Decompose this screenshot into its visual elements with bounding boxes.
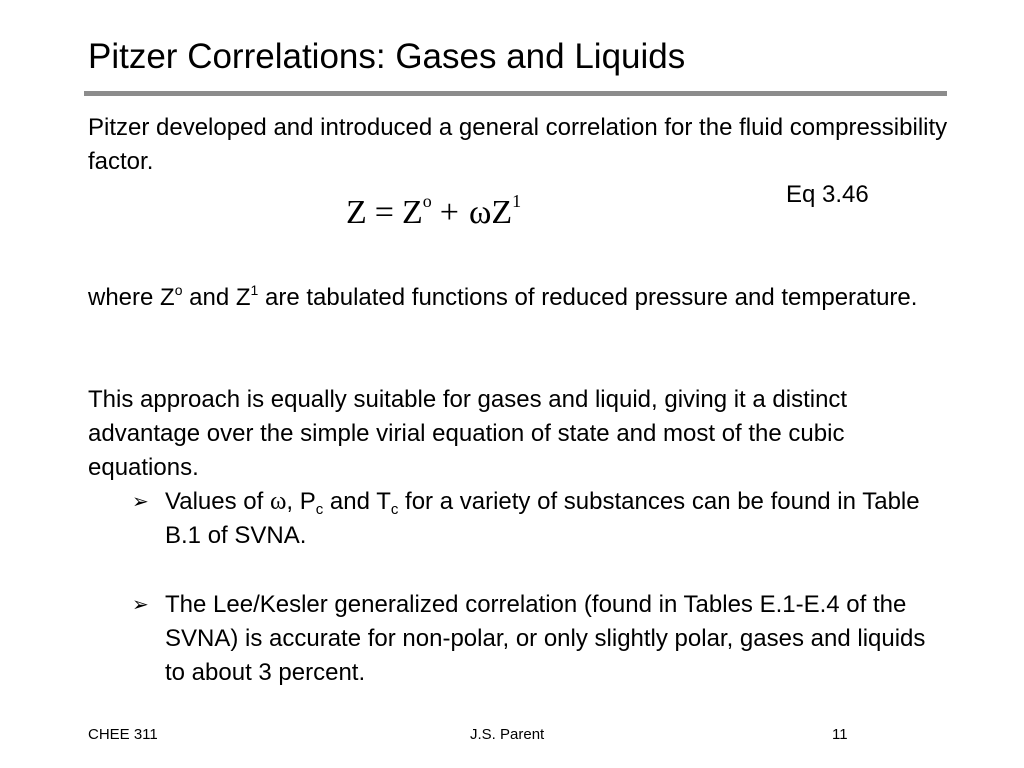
subscript-c: c bbox=[315, 501, 324, 518]
subscript-c: c bbox=[390, 501, 399, 518]
pitzer-equation bbox=[346, 193, 521, 233]
equation-term1-sup: o bbox=[422, 191, 432, 211]
bullet-text bbox=[165, 485, 930, 553]
where-suffix: are tabulated functions of reduced pressure and temperature. bbox=[258, 284, 918, 311]
where-sup-o: o bbox=[174, 282, 183, 298]
where-paragraph bbox=[88, 281, 948, 315]
footer-course: CHEE 311 bbox=[88, 726, 158, 743]
equation-number: Eq 3.46 bbox=[786, 181, 869, 208]
plus-sign: + bbox=[439, 194, 459, 231]
equals-sign: = bbox=[374, 194, 394, 231]
title-divider bbox=[84, 91, 947, 96]
intro-paragraph: Pitzer developed and introduced a general correlation for the fluid compressibility factor. bbox=[88, 114, 948, 175]
where-prefix: where Z bbox=[88, 284, 175, 311]
bullet-p: , P bbox=[286, 488, 316, 515]
slide-title: Pitzer Correlations: Gases and Liquids bbox=[88, 37, 686, 76]
equation-term2-base: Z bbox=[491, 194, 513, 231]
where-sup-1: 1 bbox=[250, 282, 259, 298]
bullet-and: and T bbox=[323, 488, 391, 515]
equation-lhs: Z bbox=[346, 194, 367, 231]
where-mid: and Z bbox=[182, 284, 251, 311]
equation-term2-sup: 1 bbox=[512, 191, 522, 211]
bullet-suffix: for a variety of substances can be found in Table B.1 of SVNA. bbox=[165, 488, 920, 549]
equation-term1-base: Z bbox=[401, 194, 423, 231]
footer-page-number: 11 bbox=[832, 726, 848, 743]
approach-paragraph: This approach is equally suitable for gases and liquid, giving it a distinct advantage over the simple virial equation of state and most of the cubic equations. bbox=[88, 386, 848, 481]
equation-omega: ω bbox=[468, 194, 492, 231]
omega-symbol: ω bbox=[269, 488, 287, 515]
bullet-prefix: Values of bbox=[165, 488, 270, 515]
arrow-bullet-icon: ➢ bbox=[132, 594, 149, 616]
arrow-bullet-icon: ➢ bbox=[132, 491, 149, 513]
footer-author: J.S. Parent bbox=[470, 726, 545, 743]
bullet-text: The Lee/Kesler generalized correlation (found in Tables E.1-E.4 of the SVNA) is accurate for non-polar, or only slightly polar, gases and liquids to about 3 percent. bbox=[165, 591, 926, 686]
